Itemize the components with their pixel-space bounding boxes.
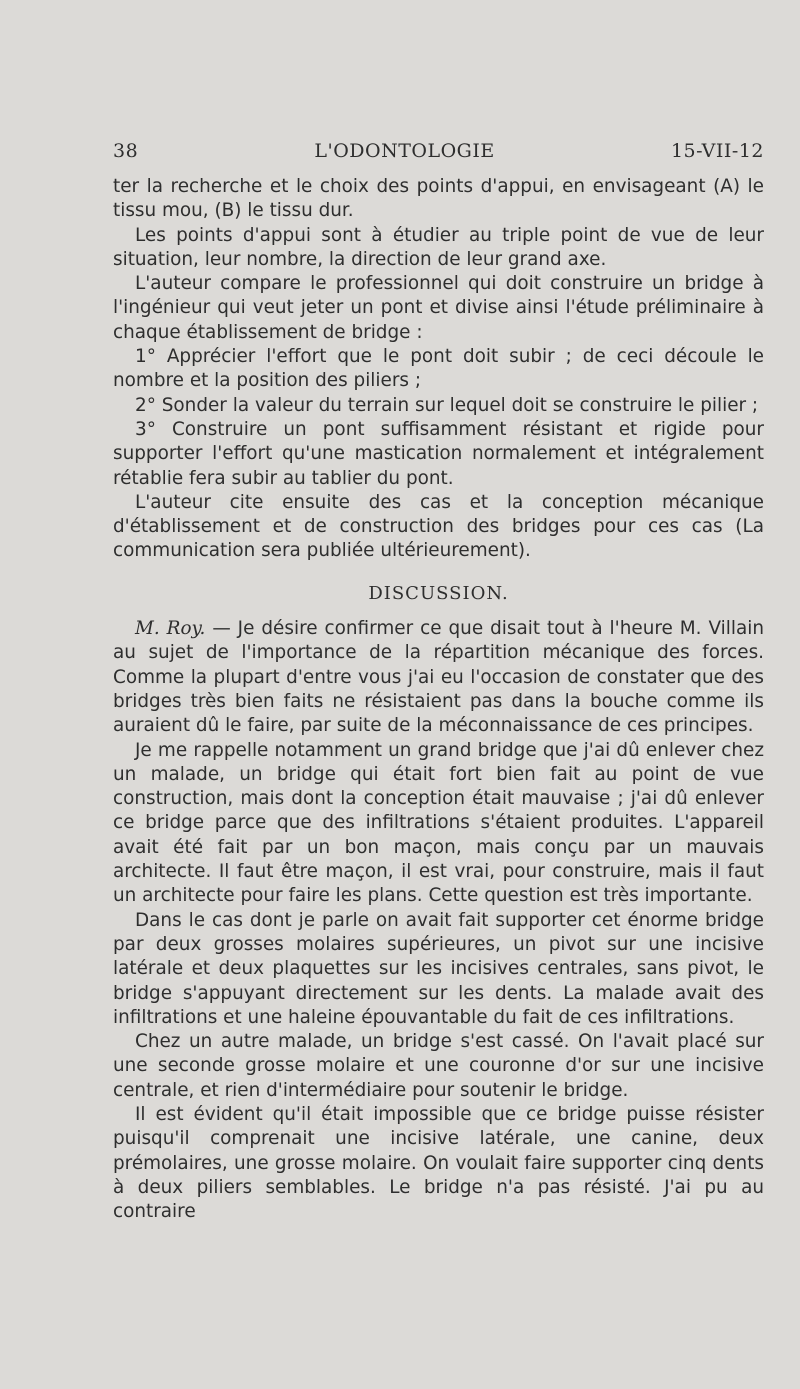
running-header <box>113 140 764 162</box>
section-heading: DISCUSSION. <box>368 582 509 604</box>
paragraph: L'auteur cite ensuite des cas et la conception mécanique d'établissement et de construction des bridges pour ces cas (La communication sera publiée ultérieurement). <box>113 491 764 562</box>
issue-date: 15-VII-12 <box>670 140 764 162</box>
speaker-name: M. Roy. <box>135 618 206 640</box>
paragraph: Les points d'appui sont à étudier au triple point de vue de leur situation, leur nombre, la direction de leur grand axe. <box>113 224 764 270</box>
journal-title: L'ODONTOLOGIE <box>314 140 495 162</box>
list-item: 3° Construire un pont suffisamment résistant et rigide pour supporter l'effort qu'une mastication normalement et intégralement rétablie fera subir au tablier du pont. <box>113 418 764 489</box>
paragraph: Chez un autre malade, un bridge s'est cassé. On l'avait placé sur une seconde grosse molaire et une couronne d'or sur une incisive centrale, et rien d'intermédiaire pour soutenir le bridge. <box>113 1031 764 1101</box>
page-number: 38 <box>113 140 139 162</box>
paragraph: L'auteur compare le professionnel qui doit construire un bridge à l'ingénieur qui veut jeter un pont et divise ainsi l'étude préliminaire à chaque établissement de bridge : <box>113 273 764 343</box>
paragraph: Dans le cas dont je parle on avait fait supporter cet énorme bridge par deux grosses molaires supérieures, un pivot sur une incisive latérale et deux plaquettes sur les incisives centrales, sans pivot, le bridge s'appuyant directement sur les dents. La malade avait des infiltrations et une haleine épouvantable du fait de ces infiltrations. <box>113 909 764 1028</box>
list-item: 2° Sonder la valeur du terrain sur lequel doit se construire le pilier ; <box>135 394 759 416</box>
paragraph <box>113 617 764 738</box>
body-text <box>113 175 764 1224</box>
paragraph: ter la recherche et le choix des points d'appui, en envisageant (A) le tissu mou, (B) le tissu dur. <box>113 176 764 222</box>
paragraph-text: — Je désire confirmer ce que disait tout à l'heure M. Villain au sujet de l'importance de la répartition mécanique des forces. Comme la plupart d'entre vous j'ai eu l'occasion de constater que des bridges très bien faits ne résistaient pas dans la bouche comme ils auraient dû le faire, par suite de la méconnaissance de ces principes. <box>113 618 765 737</box>
paragraph: Je me rappelle notamment un grand bridge que j'ai dû enlever chez un malade, un bridge qui était fort bien fait au point de vue construction, mais dont la conception était mauvaise ; j'ai dû enlever ce bridge parce que des infiltrations s'étaient produites. L'appareil avait été fait par un bon maçon, mais conçu par un mauvais architecte. Il faut être maçon, il est vrai, pour construire, mais il faut un architecte pour faire les plans. Cette question est très importante. <box>113 739 764 907</box>
paragraph: Il est évident qu'il était impossible que ce bridge puisse résister puisqu'il comprenait une incisive latérale, une canine, deux prémolaires, une grosse molaire. On voulait faire supporter cinq dents à deux piliers semblables. Le bridge n'a pas résisté. J'ai pu au contraire <box>113 1103 764 1223</box>
list-item: 1° Apprécier l'effort que le pont doit subir ; de ceci découle le nombre et la position des piliers ; <box>113 346 764 392</box>
